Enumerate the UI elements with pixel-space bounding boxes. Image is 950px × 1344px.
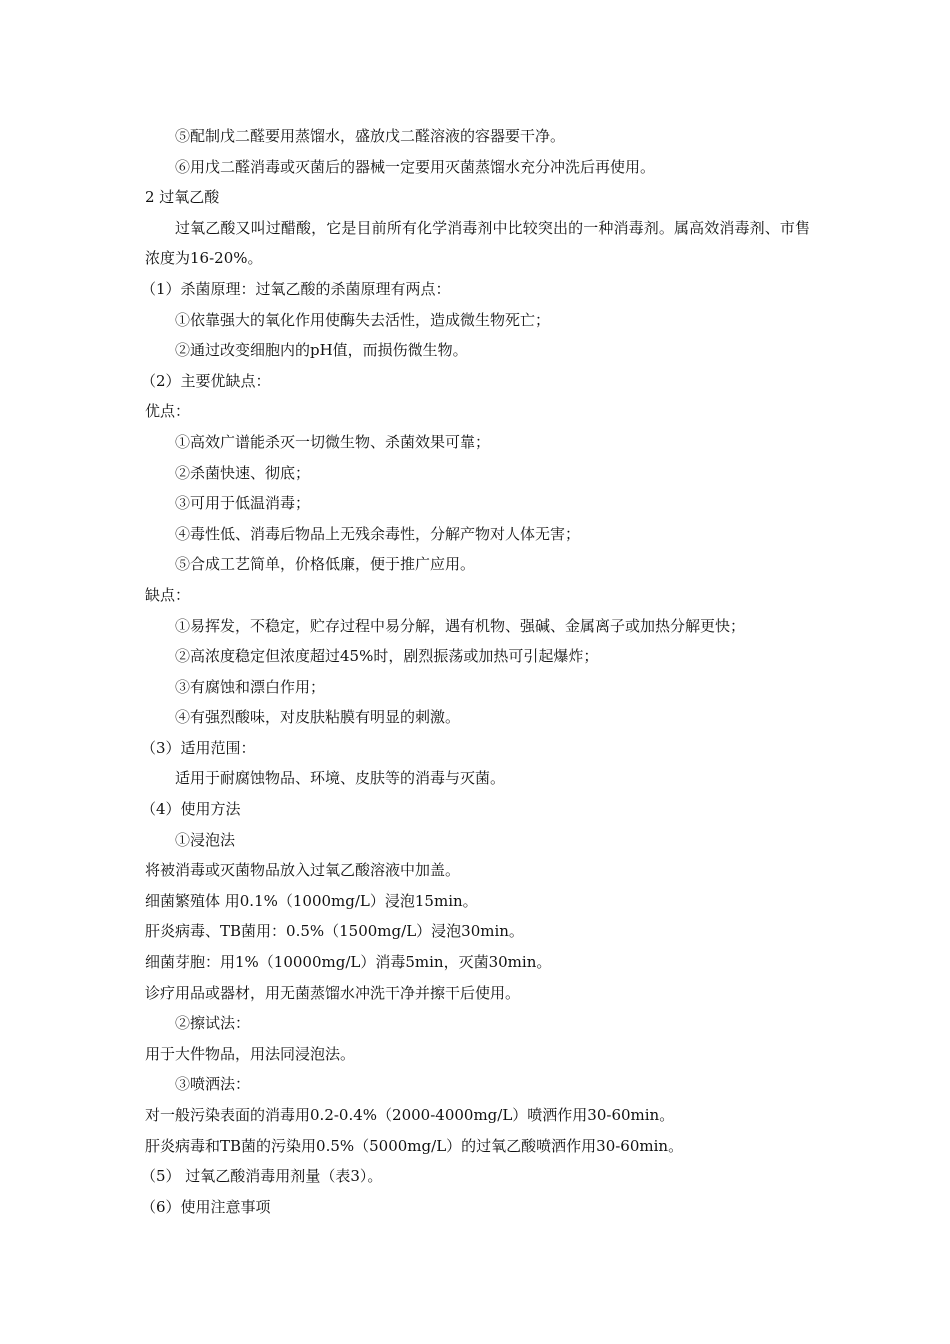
text-line-glutaraldehyde-item-5: ⑤配制戊二醛要用蒸馏水，盛放戊二醛溶液的容器要干净。 [175, 127, 566, 145]
subheading-sterilization-principle: （1）杀菌原理：过氧乙酸的杀菌原理有两点： [141, 279, 451, 298]
text-line-soak-1: 将被消毒或灭菌物品放入过氧乙酸溶液中加盖。 [145, 861, 461, 880]
text-line-disadvantage-3: ③有腐蚀和漂白作用； [175, 677, 326, 696]
text-line-soak-3: 肝炎病毒、TB菌用：0.5%（1500mg/L）浸泡30min。 [145, 922, 524, 941]
text-line-wipe-1: 用于大件物品，用法同浸泡法。 [145, 1044, 356, 1063]
text-line-principle-2: ②通过改变细胞内的pH值，而损伤微生物。 [175, 341, 468, 360]
text-line-advantage-4: ④毒性低、消毒后物品上无残余毒性，分解产物对人体无害； [175, 524, 581, 543]
subheading-usage: （4）使用方法 [141, 800, 241, 819]
text-line-spray-method: ③喷洒法： [175, 1075, 251, 1094]
text-line-scope: 适用于耐腐蚀物品、环境、皮肤等的消毒与灭菌。 [175, 769, 506, 788]
text-line-soak-method: ①浸泡法 [175, 830, 236, 849]
text-line-glutaraldehyde-item-6: ⑥用戊二醛消毒或灭菌后的器械一定要用灭菌蒸馏水充分冲洗后再使用。 [175, 157, 656, 176]
document-body [141, 121, 810, 1222]
text-line-disadvantage-4: ④有强烈酸味，对皮肤粘膜有明显的刺激。 [175, 708, 461, 727]
text-line-soak-2: 细菌繁殖体 用0.1%（1000mg/L）浸泡15min。 [145, 891, 478, 910]
label-advantages: 优点： [145, 402, 191, 421]
text-line-spray-2: 肝炎病毒和TB菌的污染用0.5%（5000mg/L）的过氧乙酸喷洒作用30-60min。 [145, 1136, 684, 1155]
text-line-disadvantage-1: ①易挥发，不稳定，贮存过程中易分解，遇有机物、强碱、金属离子或加热分解更快； [175, 616, 746, 635]
text-line-principle-1: ①依靠强大的氧化作用使酶失去活性，造成微生物死亡； [175, 310, 551, 329]
text-line-soak-5: 诊疗用品或器材，用无菌蒸馏水冲洗干净并擦干后使用。 [145, 983, 521, 1002]
text-line-spray-1: 对一般污染表面的消毒用0.2-0.4%（2000-4000mg/L）喷洒作用30-60min。 [145, 1106, 675, 1124]
text-line-advantage-1: ①高效广谱能杀灭一切微生物、杀菌效果可靠； [175, 432, 491, 451]
text-line-advantage-3: ③可用于低温消毒； [175, 494, 311, 513]
text-line-advantage-2: ②杀菌快速、彻底； [175, 463, 311, 482]
section-heading-peracetic-acid: 2 过氧乙酸 [145, 188, 220, 207]
text-line-disadvantage-2: ②高浓度稳定但浓度超过45%时，剧烈振荡或加热可引起爆炸； [175, 647, 599, 666]
text-line-soak-4: 细菌芽胞：用1%（10000mg/L）消毒5min，灭菌30min。 [145, 953, 552, 972]
text-line-wipe-method: ②擦试法： [175, 1014, 251, 1033]
intro-paragraph: 过氧乙酸又叫过醋酸，它是目前所有化学消毒剂中比较突出的一种消毒剂。属高效消毒剂、市售浓度为16-20%。 [145, 218, 810, 268]
subheading-scope: （3）适用范围： [141, 738, 256, 757]
label-disadvantages: 缺点： [145, 585, 191, 604]
subheading-dosage: （5） 过氧乙酸消毒用剂量（表3）。 [141, 1167, 383, 1186]
text-line-advantage-5: ⑤合成工艺简单，价格低廉，便于推广应用。 [175, 555, 476, 574]
subheading-pros-cons: （2）主要优缺点： [141, 371, 271, 390]
subheading-precautions: （6）使用注意事项 [141, 1197, 271, 1216]
